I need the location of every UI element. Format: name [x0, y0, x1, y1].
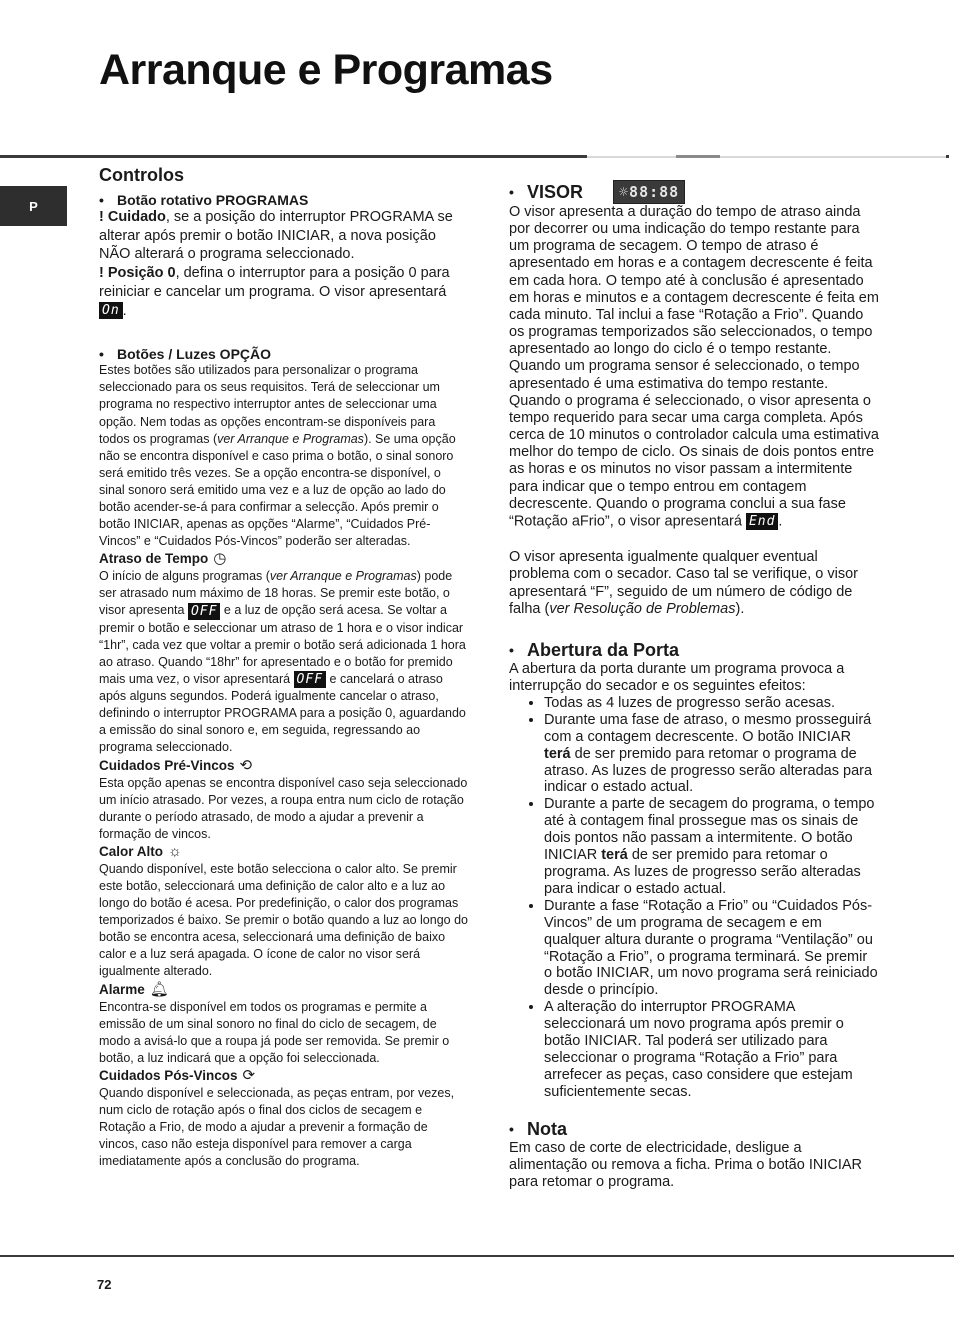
bullet-icon: • [99, 192, 104, 208]
options-title: Botões / Luzes OPÇÃO [117, 346, 272, 363]
knob-caution [99, 208, 469, 264]
highheat-heading: Calor Alto ☼ [99, 842, 182, 860]
header-rule-light [587, 156, 676, 158]
list-item: • A alteração do interruptor PROGRAMA seleccionará um novo programa após premir o botão INICIAR. Tal poderá ser utilizado para seleccionar o programa “Rotação a Frio” para arrefecer as peças, caso considere que estejam suficientemente secas. [544, 999, 879, 1100]
lcd-off-symbol: OFF [188, 603, 220, 620]
delay-heading: Atraso de Tempo ◷ [99, 550, 227, 568]
highheat-text: Quando disponível, este botão selecciona o calor alto. Se premir este botão, seleccionará uma definição de calor alto e a luz ao longo do botão é acesa. Por predefinição, o calor dos programas temporizados é baixo. Se premir o botão quando a luz ao longo do botão se encontra acesa, seleccionará uma definição de baixo calor e a luz será apagada. O ícone de calor no visor será igualmente alterado. [99, 861, 468, 979]
controls-heading: Controlos [99, 165, 184, 185]
door-effects-list [509, 695, 879, 1101]
list-item: • Durante a parte de secagem do programa, o tempo até à contagem final prossegue mas os sinais de dois pontos não passam a intermitente. O botão INICIAR terá de ser premido para retomar o programa. As luzes de progresso serão alteradas para indicar o estado actual. [544, 796, 879, 897]
language-tab: P [0, 186, 67, 226]
header-rule-mid [676, 155, 720, 158]
position-text: , defina o interruptor para a posição 0 para reiniciar e cancelar um programa. O visor apresentará [99, 265, 450, 300]
visor-heading: • VISOR ☼88:88 [509, 180, 879, 204]
position-label: ! Posição 0 [99, 265, 176, 282]
header-rule-dark [0, 155, 587, 158]
note-heading: • Nota [509, 1118, 567, 1139]
caution-label: ! Cuidado [99, 209, 166, 225]
post-crease-icon: ⟳ [242, 1066, 256, 1084]
left-column [99, 165, 469, 1170]
list-item: • Durante uma fase de atraso, o mesmo prosseguirá com a contagem decrescente. O botão INICIAR terá de ser premido para retomar o programa de atraso. As luzes de progresso serão alteradas para indicar o estado actual. [544, 712, 879, 797]
bullet-icon: • [509, 642, 514, 659]
alarm-text: Encontra-se disponível em todos os programas e permite a emissão de um sinal sonoro no final do ciclo de secagem, de modo a avisá-lo que a roupa já pode ser removida. Se premir o botão, a luz indicará que a opção foi seleccionada. [99, 999, 450, 1065]
page-title: Arranque e Programas [99, 46, 553, 94]
bullet-icon: • [509, 1121, 514, 1138]
precrease-heading: Cuidados Pré-Vincos ⟲ [99, 756, 253, 774]
list-item: • Todas as 4 luzes de progresso serão acesas. [544, 695, 879, 712]
lcd-end-symbol: End [746, 513, 778, 530]
caution-text: , se a posição do interruptor PROGRAMA se alterar após premir o botão INICIAR, a nova posição NÃO alterará o programa seleccionado. [99, 209, 453, 263]
note-text: Em caso de corte de electricidade, desligue a alimentação ou remova a ficha. Prima o botão INICIAR para retomar o programa. [509, 1139, 862, 1190]
knob-title: Botão rotativo PROGRAMAS [117, 192, 309, 208]
precrease-text: Esta opção apenas se encontra disponível caso seja seleccionado um início atrasado. Por vezes, a roupa entra num ciclo de rotação durante o período atrasado, de modo a ajudar a prevenir a formação de vincos. [99, 775, 468, 841]
visor-text-2: O visor apresenta igualmente qualquer eventual problema com o secador. Caso tal se verifique, o visor apresentará “F”, seguido de um número de código de falha (ver Resolução de Problemas). [509, 549, 858, 617]
postcrease-text: Quando disponível e seleccionada, as peças entram, por vezes, num ciclo de rotação após o final dos ciclos de secagem e Rotação a Frio, de modo a ajudar a prevenir a formação de vincos, caso não esteja disponível para remover a carga imediatamente após a conclusão do programa. [99, 1085, 455, 1169]
options-heading [99, 346, 469, 362]
delay-text: O início de alguns programas (ver Arranque e Programas) pode ser atrasado num máximo de 18 horas. Se premir este botão, o visor apresenta OFF e a luz de opção será acesa. Se voltar a premir o botão e seleccionar um atraso de 1 hora e o visor indicar “1hr”, cada vez que voltar a premir o botão será adicionada 1 hora ao atraso. Quando “18hr” for apresentado e o botão for premido mais uma vez, o visor apresentará OFF e cancelará o atraso após alguns segundos. Poderá igualmente cancelar o atraso, definindo o interruptor PROGRAMA para a posição 0, aguardando a emissão do sinal sonoro e, em seguida, regressando ao programa seleccionado. [99, 569, 466, 755]
bullet-icon: • [509, 184, 514, 200]
alarm-heading: Alarme 🔔︎ [99, 980, 169, 998]
page-number: 72 [97, 1277, 112, 1292]
knob-position: ! Posição 0, defina o interruptor para a posição 0 para reiniciar e cancelar um programa. O visor apresentará On . [99, 265, 450, 319]
pre-crease-icon: ⟲ [239, 756, 253, 774]
visor-text-1: O visor apresenta a duração do tempo de atraso ainda por decorrer ou uma indicação do tempo restante para um programa de secagem. O tempo de atraso é apresentado em horas e a contagem decrescente é feita em cada hora. O tempo até à conclusão é apresentado em horas e minutos e a contagem decrescente é feita em cada minuto. Tal inclui a fase “Rotação a Frio”. Quando os programas temporizados são seleccionados, o tempo apresentado ao longo do ciclo é o tempo restante. Quando um programa sensor é seleccionado, o tempo apresentado é uma estimativa do tempo restante. Quando o programa é seleccionado, o visor apresenta o tempo requerido para secar uma carga completa. Após cerca de 10 minutos o controlador calcula uma estimativa melhor do tempo de ciclo. Os sinais de dois pontos entre as horas e os minutos no visor passam a intermitente para indicar que o tempo entrou em contagem decrescente. Quando o programa conclui a sua fase “Rotação aFrio”, o visor apresentará End . [509, 204, 879, 530]
footer-rule [0, 1255, 954, 1257]
door-heading: • Abertura da Porta [509, 639, 680, 660]
bullet-icon: • [99, 346, 104, 363]
knob-heading [99, 192, 469, 208]
options-text: Estes botões são utilizados para personalizar o programa seleccionado para os seus requisitos. Terá de seleccionar um programa no respectivo interruptor antes de seleccionar uma opção. Nem todas as opções encontram-se disponíveis para todos os programas (ver Arranque e Programas). Se uma opção não se encontra disponível e caso prima o botão, o sinal sonoro será emitido três vezes. Se a opção encontra-se disponível, o sinal sonoro será emitido uma vez e a luz de opção ao lado do botão acender-se-á para confirmar a selecção. Após premir o botão INICIAR, apenas as opções “Alarme”, “Cuidados Pré-Vincos” e “Cuidados Pós-Vincos” poderão ser alteradas. [99, 363, 456, 549]
clock-icon: ◷ [213, 550, 227, 568]
lcd-off-symbol: OFF [294, 671, 326, 688]
door-intro: A abertura da porta durante um programa provoca a interrupção do secador e os seguintes efeitos: [509, 660, 845, 694]
display-lcd-icon: ☼88:88 [613, 180, 685, 204]
right-column [509, 180, 879, 1191]
header-rule-end [946, 155, 949, 158]
lcd-on-symbol: On [99, 302, 123, 319]
postcrease-heading: Cuidados Pós-Vincos ⟳ [99, 1066, 256, 1084]
list-item: • Durante a fase “Rotação a Frio” ou “Cuidados Pós-Vincos” de um programa de secagem e em qualquer altura durante o programa “Ventilação” ou “Rotação a Frio”, o programa terminará. Se premir o botão INICIAR, um novo programa será reiniciado desde o princípio. [544, 898, 879, 999]
sun-icon: ☼ [168, 842, 182, 860]
bell-icon: 🔔︎ [149, 980, 169, 998]
header-rule-light-2 [720, 156, 946, 158]
